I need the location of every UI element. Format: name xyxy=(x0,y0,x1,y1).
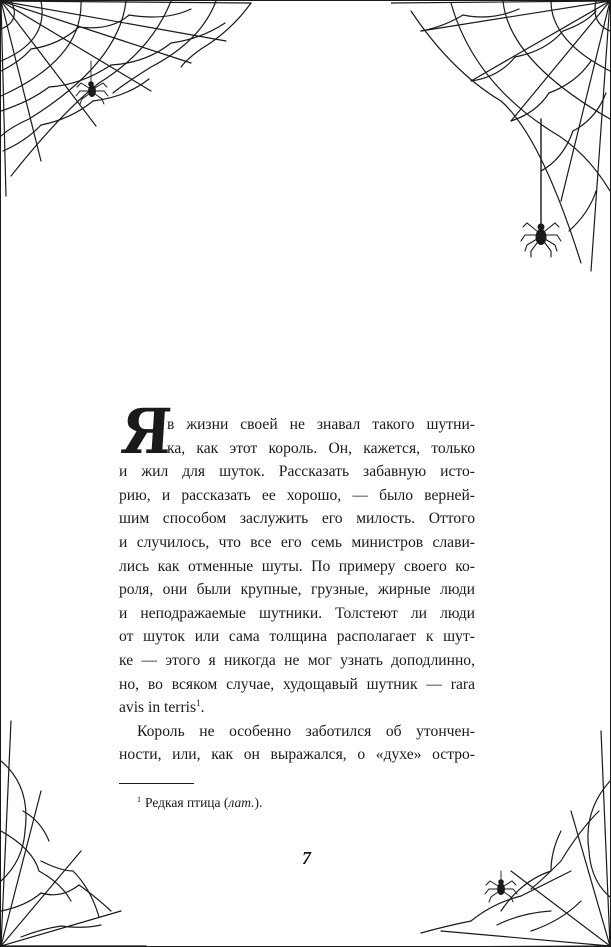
spider-icon xyxy=(485,871,517,902)
page-number: 7 xyxy=(302,848,311,868)
text-line: лись как отменные шуты. По примеру своего ко- xyxy=(119,557,475,575)
text-line: и жил для шуток. Рассказать забавную исто- xyxy=(119,463,475,481)
text-line: и случилось, что все его семь министров слави- xyxy=(119,533,475,551)
text-line: Король не особенно заботился об утончен- xyxy=(137,722,475,740)
text-line: в жизни своей не знавал такого шутни- xyxy=(167,416,475,433)
text-line: от шуток или сама толщина располагает к шут- xyxy=(119,628,475,646)
footnote-divider xyxy=(119,783,194,784)
body-text xyxy=(118,395,475,767)
text-line: и неподражаемые шутники. Толстеют ли люди xyxy=(119,604,475,622)
spider-icon xyxy=(76,61,108,104)
text-line: ке — этого я никогда не мог узнать доподлинно, xyxy=(119,651,475,669)
footnote-text-end: ). xyxy=(254,795,263,810)
footnote xyxy=(137,794,262,812)
text-line-last: avis in terris$^1$. xyxy=(119,698,205,717)
text-line: но, во всяком случае, худощавый шутник — rara xyxy=(119,675,475,693)
text-line: шим способом заслужить его милость. Оттого xyxy=(119,510,475,528)
drop-cap: Я xyxy=(118,395,173,468)
hanging-spider-icon xyxy=(521,119,561,257)
footnote-reference[interactable]: 1 xyxy=(196,698,201,709)
last-line-text: avis in terris xyxy=(119,699,197,717)
text-line: ка, как этот король. Он, кажется, только xyxy=(167,439,475,457)
cobweb-top-left-icon xyxy=(1,1,261,201)
text-line: ности, или, как он выражался, о «духе» остро- xyxy=(119,746,475,764)
footnote-italic: лат. xyxy=(228,795,255,810)
footnote-text: Редкая птица ( xyxy=(145,795,229,810)
text-line: рию, и рассказать ее хорошо, — было верней- xyxy=(119,486,475,504)
cobweb-top-right-icon xyxy=(391,1,611,291)
footnote-marker: 1 xyxy=(137,795,141,804)
text-line: роля, они были крупные, грузные, жирные люди xyxy=(119,581,475,599)
